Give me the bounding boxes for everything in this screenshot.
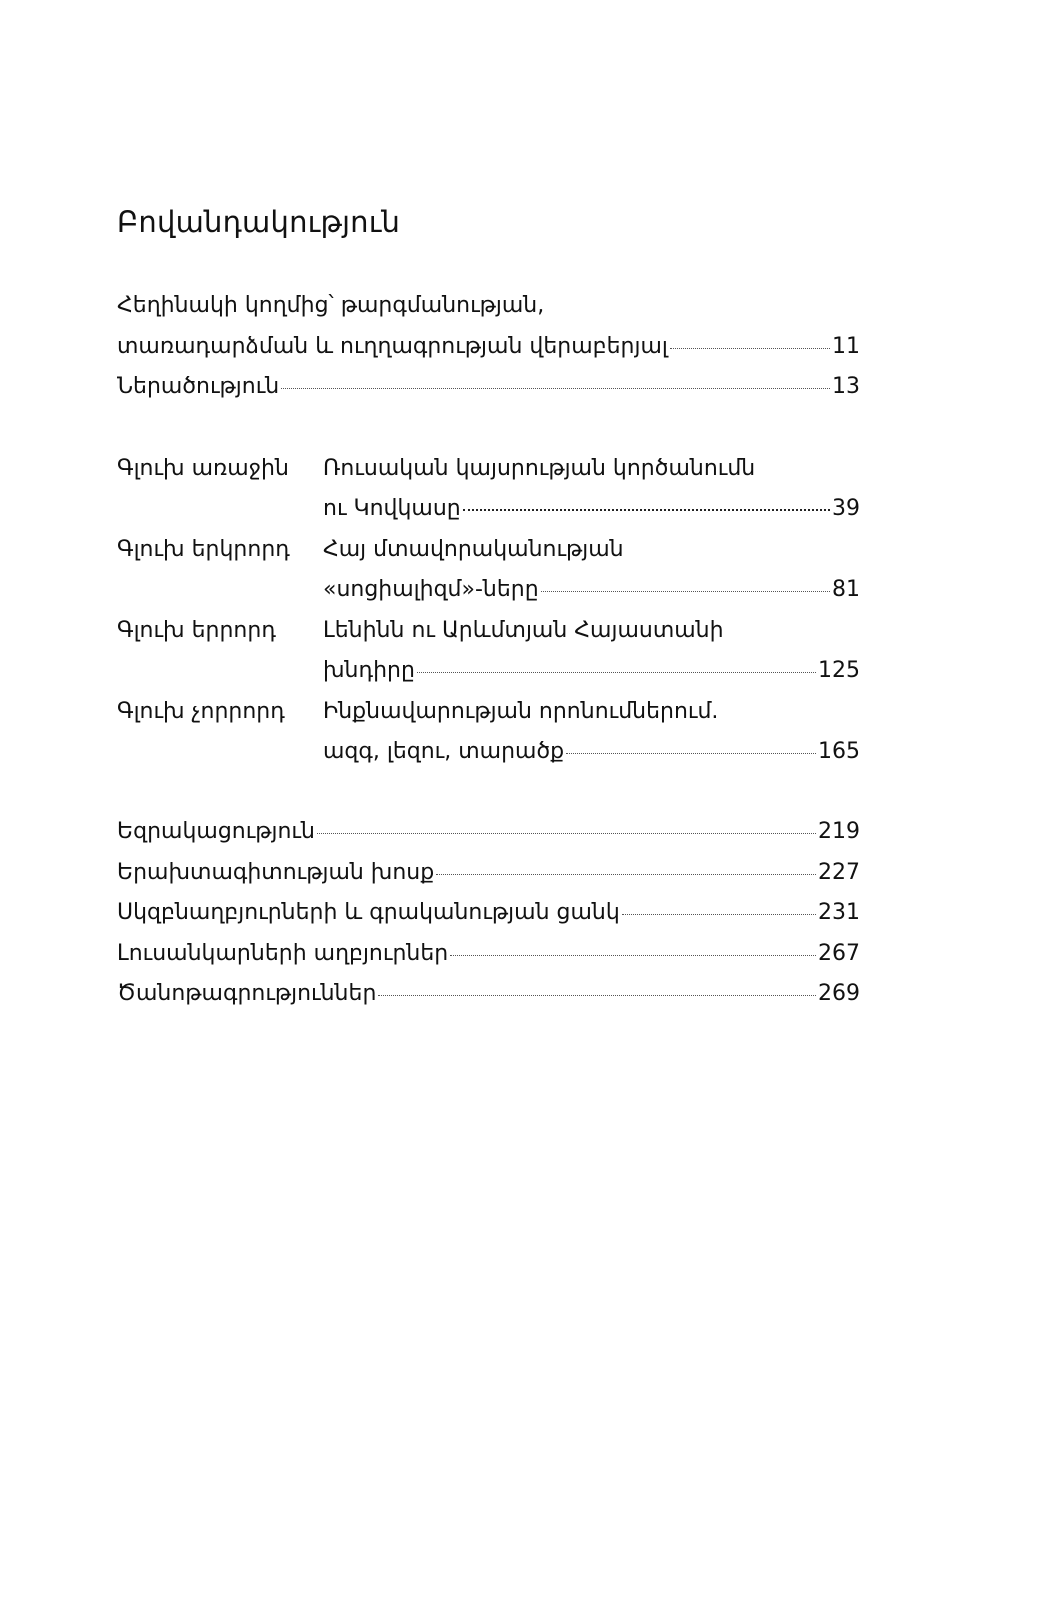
toc-entry-chapter-1[interactable]	[323, 495, 860, 523]
chapter-title-3-line1: Լենինն ու Արևմտյան Հայաստանի	[323, 618, 724, 643]
toc-page-number: 125	[818, 658, 860, 683]
dot-leader	[622, 914, 816, 915]
toc-entry-title: Ներածություն	[117, 374, 280, 399]
chapter-label-4: Գլուխ չորրորդ	[117, 699, 285, 724]
toc-entry-author-note-line1: Հեղինակի կողմից՝ թարգմանության,	[117, 293, 545, 318]
toc-entry-introduction[interactable]	[117, 373, 860, 401]
dot-leader	[670, 348, 830, 349]
toc-page-number: 81	[832, 577, 860, 602]
dot-leader	[566, 753, 816, 754]
chapter-label-2: Գլուխ երկրորդ	[117, 537, 290, 562]
toc-page-number: 165	[818, 739, 860, 764]
toc-entry-chapter-4[interactable]	[323, 738, 860, 766]
toc-entry-conclusion[interactable]	[117, 818, 860, 846]
chapter-title-1-line1: Ռուսական կայսրության կործանումն	[323, 456, 756, 481]
toc-page-number: 39	[832, 496, 860, 521]
dot-leader	[541, 591, 830, 592]
toc-entry-title: Լուսանկարների աղբյուրներ	[117, 941, 449, 966]
dot-leader	[463, 509, 830, 511]
toc-page-number: 267	[818, 941, 860, 966]
toc-title: Բովանդակություն	[117, 205, 401, 239]
chapter-label-3: Գլուխ երրորդ	[117, 618, 276, 643]
chapter-label-1: Գլուխ առաջին	[117, 456, 289, 481]
toc-entry-title: Եզրակացություն	[117, 819, 315, 844]
dot-leader	[378, 995, 816, 996]
toc-entry-photo-sources[interactable]	[117, 940, 860, 968]
toc-entry-chapter-2[interactable]	[323, 576, 860, 604]
toc-entry-title: խնդիրը	[323, 658, 415, 683]
toc-page-number: 231	[818, 900, 860, 925]
toc-page-number: 219	[818, 819, 860, 844]
chapter-title-4-line1: Ինքնավարության որոնումներում.	[323, 699, 719, 724]
toc-entry-title: Ծանոթագրություններ	[117, 981, 377, 1006]
toc-page-number: 11	[832, 334, 860, 359]
toc-entry-title: Երախտագիտության խոսք	[117, 860, 435, 885]
chapter-title-2-line1: Հայ մտավորականության	[323, 537, 624, 562]
dot-leader	[281, 388, 830, 389]
dot-leader	[436, 874, 816, 875]
toc-entry-acknowledgements[interactable]	[117, 859, 860, 887]
toc-page-number: 227	[818, 860, 860, 885]
dot-leader	[417, 672, 816, 673]
toc-page-number: 13	[832, 374, 860, 399]
toc-entry-title: «սոցիալիզմ»-ները	[323, 577, 539, 602]
toc-entry-chapter-3[interactable]	[323, 657, 860, 685]
toc-entry-title: տառադարձման և ուղղագրության վերաբերյալ	[117, 334, 668, 359]
toc-entry-title: Սկզբնաղբյուրների և գրականության ցանկ	[117, 900, 620, 925]
toc-entry-author-note[interactable]	[117, 333, 860, 361]
dot-leader	[450, 955, 816, 956]
toc-entry-notes[interactable]	[117, 980, 860, 1008]
toc-entry-bibliography[interactable]	[117, 899, 860, 927]
toc-entry-title: ազգ, լեզու, տարածք	[323, 739, 565, 764]
toc-entry-title: ու Կովկասը	[323, 496, 461, 521]
dot-leader	[317, 833, 816, 834]
toc-page-number: 269	[818, 981, 860, 1006]
